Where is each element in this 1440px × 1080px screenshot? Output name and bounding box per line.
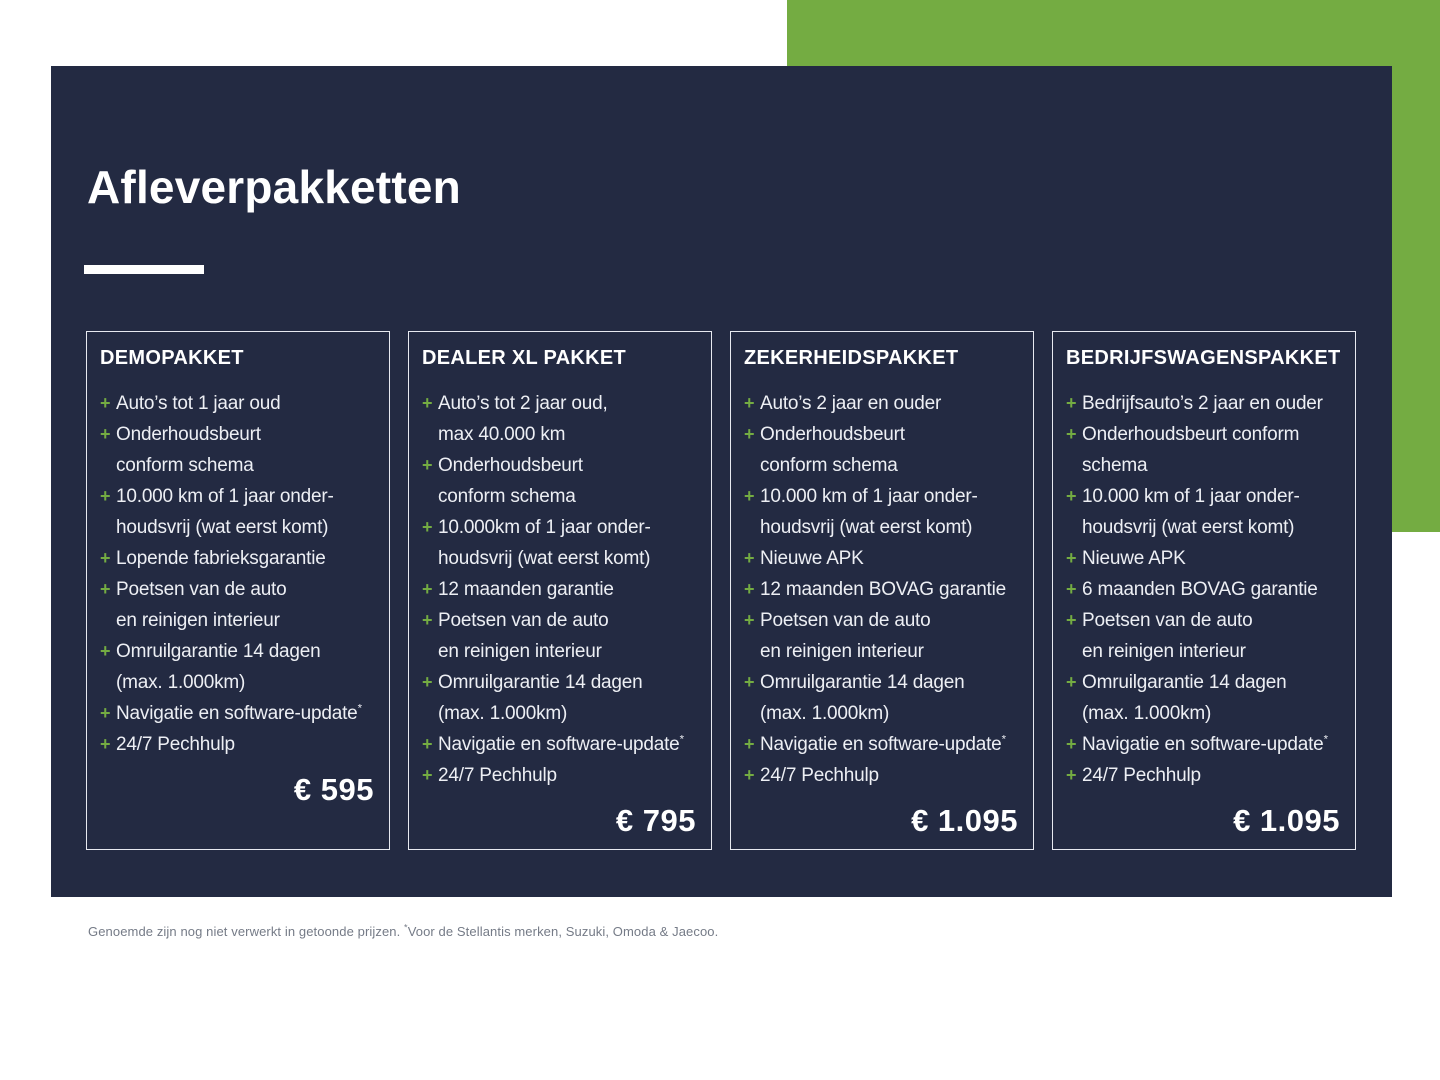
package-card-title: DEALER XL PAKKET <box>422 347 627 369</box>
feature-text: Auto’s tot 2 jaar oud, <box>438 393 608 414</box>
package-price: € 1.095 <box>911 803 1018 838</box>
feature-text: Omruilgarantie 14 dagen <box>116 641 321 662</box>
plus-icon: + <box>100 486 111 506</box>
feature-text: houdsvrij (wat eerst komt) <box>760 517 973 538</box>
feature-text: 10.000km of 1 jaar onder- <box>438 517 651 538</box>
feature-text: conform schema <box>438 486 576 507</box>
feature-text: Nieuwe APK <box>760 548 864 569</box>
feature-line <box>1066 543 1342 574</box>
feature-text: Omruilgarantie 14 dagen <box>438 672 643 693</box>
feature-text: Onderhoudsbeurt <box>116 424 261 445</box>
feature-line-continuation <box>422 419 698 450</box>
package-card <box>86 331 390 850</box>
feature-asterisk: * <box>357 702 362 715</box>
plus-icon: + <box>422 393 433 413</box>
feature-line <box>744 605 1020 636</box>
feature-line-continuation <box>100 667 376 698</box>
plus-icon: + <box>1066 393 1077 413</box>
feature-line <box>100 729 376 760</box>
feature-line-continuation <box>100 512 376 543</box>
feature-text: Omruilgarantie 14 dagen <box>1082 672 1287 693</box>
plus-icon: + <box>422 765 433 785</box>
plus-icon: + <box>100 393 111 413</box>
feature-text: Onderhoudsbeurt conform <box>1082 424 1300 445</box>
feature-line <box>100 388 376 419</box>
feature-text: 24/7 Pechhulp <box>760 765 879 786</box>
feature-line <box>422 388 698 419</box>
feature-text: Navigatie en software-update* <box>760 733 1006 755</box>
title-underline <box>84 265 204 274</box>
package-card <box>730 331 1034 850</box>
feature-line <box>744 481 1020 512</box>
plus-icon: + <box>100 579 111 599</box>
feature-line-continuation <box>1066 698 1342 729</box>
package-card <box>408 331 712 850</box>
plus-icon: + <box>422 579 433 599</box>
feature-text: en reinigen interieur <box>438 641 602 662</box>
feature-text: max 40.000 km <box>438 424 566 445</box>
plus-icon: + <box>744 424 755 444</box>
plus-icon: + <box>744 486 755 506</box>
feature-line-continuation <box>422 698 698 729</box>
plus-icon: + <box>100 703 111 723</box>
feature-asterisk: * <box>1323 733 1328 746</box>
plus-icon: + <box>100 424 111 444</box>
feature-text: (max. 1.000km) <box>438 703 568 724</box>
feature-line <box>100 574 376 605</box>
feature-text: 10.000 km of 1 jaar onder- <box>116 486 334 507</box>
feature-line <box>100 698 376 729</box>
feature-line <box>422 512 698 543</box>
feature-line-continuation <box>1066 636 1342 667</box>
feature-text: Poetsen van de auto <box>116 579 287 600</box>
package-cards-row <box>86 331 1356 850</box>
feature-text: 24/7 Pechhulp <box>438 765 557 786</box>
feature-line <box>744 760 1020 791</box>
feature-text: 12 maanden BOVAG garantie <box>760 579 1007 600</box>
feature-line <box>422 450 698 481</box>
footnote-text-continued: Voor de Stellantis merken, Suzuki, Omoda & Jaecoo. <box>407 924 719 939</box>
package-card-title: BEDRIJFSWAGENSPAKKET <box>1066 347 1341 369</box>
feature-line <box>744 543 1020 574</box>
package-price: € 795 <box>615 803 696 838</box>
feature-line-continuation <box>744 636 1020 667</box>
feature-line-continuation <box>100 605 376 636</box>
plus-icon: + <box>100 641 111 661</box>
feature-line <box>422 760 698 791</box>
feature-text: Navigatie en software-update* <box>1082 733 1328 755</box>
feature-text: Lopende fabrieksgarantie <box>116 548 326 569</box>
feature-text: Auto’s 2 jaar en ouder <box>760 393 942 414</box>
feature-text: Onderhoudsbeurt <box>438 455 583 476</box>
package-feature-list <box>744 388 1020 791</box>
package-card-title: ZEKERHEIDSPAKKET <box>744 347 959 369</box>
feature-text: houdsvrij (wat eerst komt) <box>116 517 329 538</box>
feature-text: Navigatie en software-update* <box>116 702 362 724</box>
feature-text: (max. 1.000km) <box>760 703 890 724</box>
feature-asterisk: * <box>1001 733 1006 746</box>
plus-icon: + <box>422 672 433 692</box>
feature-text: houdsvrij (wat eerst komt) <box>1082 517 1295 538</box>
feature-text: Onderhoudsbeurt <box>760 424 905 445</box>
feature-text: conform schema <box>760 455 898 476</box>
plus-icon: + <box>1066 734 1077 754</box>
feature-text: Omruilgarantie 14 dagen <box>760 672 965 693</box>
feature-text: conform schema <box>116 455 254 476</box>
plus-icon: + <box>1066 579 1077 599</box>
feature-line <box>1066 729 1342 760</box>
package-price: € 595 <box>293 772 374 807</box>
feature-text: en reinigen interieur <box>116 610 280 631</box>
feature-text: Nieuwe APK <box>1082 548 1186 569</box>
feature-line <box>422 667 698 698</box>
feature-asterisk: * <box>679 733 684 746</box>
package-price: € 1.095 <box>1233 803 1340 838</box>
feature-line <box>100 419 376 450</box>
feature-line <box>1066 605 1342 636</box>
feature-line-continuation <box>744 450 1020 481</box>
feature-line <box>744 419 1020 450</box>
package-feature-list <box>1066 388 1342 791</box>
feature-text: 6 maanden BOVAG garantie <box>1082 579 1318 600</box>
feature-line-continuation <box>1066 512 1342 543</box>
feature-line <box>744 574 1020 605</box>
feature-line <box>744 667 1020 698</box>
feature-text: 12 maanden garantie <box>438 579 614 600</box>
feature-text: en reinigen interieur <box>1082 641 1246 662</box>
feature-line <box>1066 760 1342 791</box>
plus-icon: + <box>1066 548 1077 568</box>
feature-line-continuation <box>1066 450 1342 481</box>
plus-icon: + <box>744 734 755 754</box>
feature-text: (max. 1.000km) <box>1082 703 1212 724</box>
package-feature-list <box>100 388 376 760</box>
plus-icon: + <box>422 455 433 475</box>
plus-icon: + <box>1066 424 1077 444</box>
feature-line <box>422 605 698 636</box>
plus-icon: + <box>1066 765 1077 785</box>
package-card-title: DEMOPAKKET <box>100 347 244 369</box>
feature-text: Bedrijfsauto’s 2 jaar en ouder <box>1082 393 1323 414</box>
feature-text: Poetsen van de auto <box>760 610 931 631</box>
feature-text: 24/7 Pechhulp <box>1082 765 1201 786</box>
plus-icon: + <box>1066 672 1077 692</box>
plus-icon: + <box>1066 610 1077 630</box>
plus-icon: + <box>744 672 755 692</box>
feature-line-continuation <box>422 543 698 574</box>
feature-line <box>744 388 1020 419</box>
feature-text: 24/7 Pechhulp <box>116 734 235 755</box>
plus-icon: + <box>422 517 433 537</box>
feature-line-continuation <box>422 636 698 667</box>
feature-text: Poetsen van de auto <box>1082 610 1253 631</box>
feature-text: 10.000 km of 1 jaar onder- <box>1082 486 1300 507</box>
plus-icon: + <box>100 734 111 754</box>
plus-icon: + <box>744 393 755 413</box>
feature-text: Navigatie en software-update* <box>438 733 684 755</box>
plus-icon: + <box>744 610 755 630</box>
footnote <box>88 924 718 939</box>
feature-line <box>100 636 376 667</box>
feature-line-continuation <box>422 481 698 512</box>
plus-icon: + <box>744 548 755 568</box>
feature-text: (max. 1.000km) <box>116 672 246 693</box>
main-panel <box>51 66 1392 897</box>
plus-icon: + <box>1066 486 1077 506</box>
feature-line <box>1066 419 1342 450</box>
plus-icon: + <box>744 765 755 785</box>
plus-icon: + <box>422 610 433 630</box>
plus-icon: + <box>744 579 755 599</box>
feature-line-continuation <box>744 698 1020 729</box>
feature-text: en reinigen interieur <box>760 641 924 662</box>
feature-text: Poetsen van de auto <box>438 610 609 631</box>
plus-icon: + <box>422 734 433 754</box>
feature-text: houdsvrij (wat eerst komt) <box>438 548 651 569</box>
feature-line <box>1066 481 1342 512</box>
feature-line <box>1066 667 1342 698</box>
feature-text: Auto’s tot 1 jaar oud <box>116 393 281 414</box>
feature-line <box>100 543 376 574</box>
feature-text: schema <box>1082 455 1148 476</box>
footnote-text: Genoemde zijn nog niet verwerkt in getoonde prijzen. <box>88 924 405 939</box>
feature-line <box>1066 574 1342 605</box>
feature-line <box>744 729 1020 760</box>
feature-line <box>1066 388 1342 419</box>
feature-line-continuation <box>100 450 376 481</box>
plus-icon: + <box>100 548 111 568</box>
feature-text: 10.000 km of 1 jaar onder- <box>760 486 978 507</box>
feature-line-continuation <box>744 512 1020 543</box>
feature-line <box>100 481 376 512</box>
footnote-asterisk: * <box>404 922 408 933</box>
page-title: Afleverpakketten <box>87 161 461 213</box>
feature-line <box>422 574 698 605</box>
package-card <box>1052 331 1356 850</box>
package-feature-list <box>422 388 698 791</box>
feature-line <box>422 729 698 760</box>
